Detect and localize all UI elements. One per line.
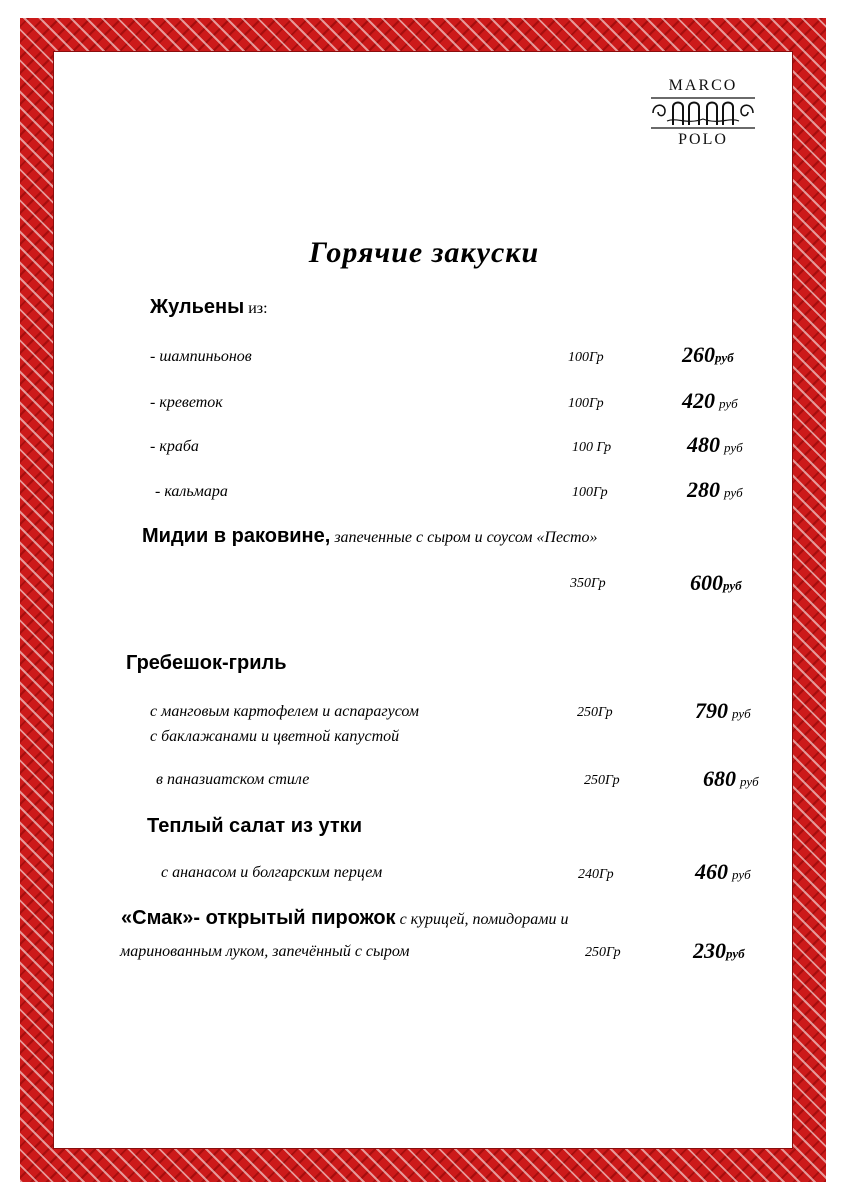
julienne-item-name: - креветок bbox=[150, 394, 223, 411]
price-unit: руб bbox=[724, 440, 743, 455]
price-value: 280 bbox=[687, 477, 720, 502]
scallop-option-price bbox=[703, 766, 759, 792]
price-value: 420 bbox=[682, 388, 715, 413]
scallop-option-description: с манговым картофелем и аспарагусом bbox=[150, 703, 420, 720]
duck-salad-weight: 240Гр bbox=[578, 867, 614, 882]
julienne-heading-line bbox=[150, 296, 268, 319]
scallop-option-weight: 250Гр bbox=[584, 773, 620, 788]
smak-description-continued: маринованным луком, запечённый с сыром bbox=[120, 943, 410, 960]
julienne-item-name: - шампиньонов bbox=[150, 348, 252, 365]
julienne-item-weight: 100Гр bbox=[568, 396, 604, 411]
duck-salad-heading: Теплый салат из утки bbox=[147, 815, 362, 837]
logo-ornament-icon bbox=[647, 95, 759, 131]
scallop-heading: Гребешок-гриль bbox=[126, 652, 287, 674]
marco-polo-logo bbox=[642, 78, 764, 158]
scallop-option-weight: 250Гр bbox=[577, 705, 613, 720]
duck-salad-description: с ананасом и болгарским перцем bbox=[161, 864, 383, 881]
price-value: 480 bbox=[687, 432, 720, 457]
julienne-item-price bbox=[687, 477, 743, 503]
price-value: 600 bbox=[690, 570, 723, 595]
logo-word-bottom: POLO bbox=[678, 131, 728, 148]
price-unit: руб bbox=[740, 774, 759, 789]
price-unit: руб bbox=[726, 946, 745, 961]
scallop-option-description: в паназиатском стиле bbox=[156, 771, 310, 788]
julienne-item-name: - кальмара bbox=[155, 483, 228, 500]
julienne-item-price bbox=[682, 388, 738, 414]
mussels-heading: Мидии в раковине, bbox=[142, 525, 331, 547]
price-value: 230 bbox=[693, 938, 726, 963]
julienne-item-price bbox=[682, 342, 734, 368]
mussels-description: запеченные с сыром и соусом «Песто» bbox=[334, 529, 598, 546]
smak-price bbox=[693, 938, 745, 964]
duck-salad-price bbox=[695, 859, 751, 885]
smak-heading: «Смак»- открытый пирожок bbox=[121, 907, 396, 929]
logo-word-top: MARCO bbox=[668, 77, 738, 94]
mussels-price bbox=[690, 570, 742, 596]
scallop-option-price bbox=[695, 698, 751, 724]
price-value: 460 bbox=[695, 859, 728, 884]
smak-weight: 250Гр bbox=[585, 945, 621, 960]
price-value: 260 bbox=[682, 342, 715, 367]
mussels-weight: 350Гр bbox=[570, 576, 606, 591]
julienne-item-weight: 100Гр bbox=[568, 350, 604, 365]
julienne-item-weight: 100 Гр bbox=[572, 440, 612, 455]
price-unit: руб bbox=[732, 867, 751, 882]
price-value: 680 bbox=[703, 766, 736, 791]
smak-description: с курицей, помидорами и bbox=[399, 911, 569, 928]
page-title: Горячие закуски bbox=[308, 236, 540, 269]
menu-page-area bbox=[56, 54, 790, 1146]
price-value: 790 bbox=[695, 698, 728, 723]
price-unit: руб bbox=[719, 396, 738, 411]
price-unit: руб bbox=[723, 578, 742, 593]
julienne-item-name: - краба bbox=[150, 438, 199, 455]
julienne-heading: Жульены bbox=[150, 296, 245, 318]
julienne-item-weight: 100Гр bbox=[572, 485, 608, 500]
julienne-item-price bbox=[687, 432, 743, 458]
price-unit: руб bbox=[715, 350, 734, 365]
julienne-heading-suffix: из: bbox=[248, 300, 268, 317]
smak-heading-line bbox=[121, 907, 568, 930]
price-unit: руб bbox=[732, 706, 751, 721]
scallop-option-description: с баклажанами и цветной капустой bbox=[150, 728, 400, 745]
price-unit: руб bbox=[724, 485, 743, 500]
mussels-heading-line bbox=[142, 525, 598, 548]
decorative-border bbox=[20, 18, 826, 1182]
